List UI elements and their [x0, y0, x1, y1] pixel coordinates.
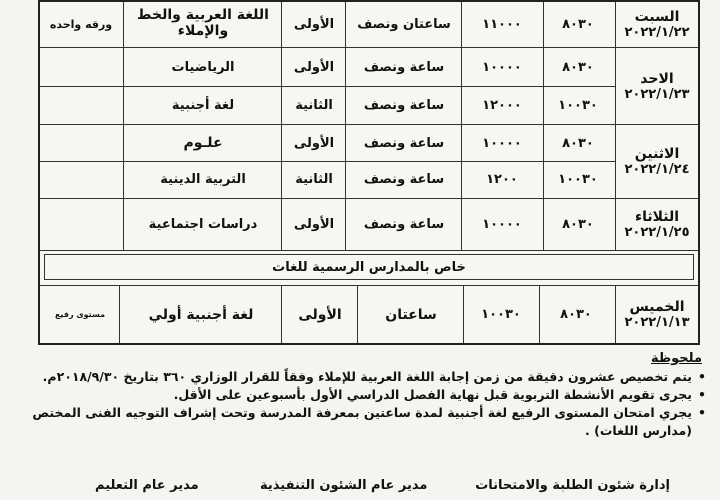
level: الأولى: [293, 217, 335, 232]
row-divider: [40, 250, 698, 251]
col-divider: [123, 2, 124, 250]
duration: ساعة ونصف: [363, 172, 445, 187]
day-cell: [616, 2, 698, 47]
level: الأولى: [293, 17, 335, 32]
schedule-row-saturday: [40, 2, 698, 47]
signature-education-director: مدير عام التعليم: [95, 478, 199, 493]
level: الثانية: [295, 97, 333, 113]
subject: اللغة العربية والخط والإملاء: [137, 7, 269, 39]
day-cell: [616, 199, 698, 250]
day-cell: [616, 125, 698, 198]
level: الأولى: [293, 135, 335, 151]
schedule-row-tuesday: [40, 199, 698, 250]
col-divider: [615, 286, 616, 343]
subject: الرياضيات: [171, 59, 235, 75]
day-date: ٢٠٢٢/١/١٣: [624, 315, 690, 330]
start-time: ١٠٠٣٠: [558, 172, 598, 187]
sub-row-divider: [40, 86, 616, 87]
section-header: خاص بالمدارس الرسمية للغات: [44, 254, 694, 280]
duration: ساعتان: [385, 306, 437, 323]
end-time: ١٠٠٣٠: [481, 307, 521, 322]
notes-title: ملحوظة: [650, 351, 702, 366]
start-time: ٨٠٣٠: [560, 307, 592, 322]
subject: لغة أجنبية أولي: [148, 306, 254, 323]
day-date: ٢٠٢٢/١/٢٣: [624, 86, 690, 102]
duration: ساعة ونصف: [363, 59, 445, 75]
sub-row-divider: [40, 161, 616, 162]
duration: ساعة ونصف: [363, 217, 445, 232]
note-item: • يجرى تقويم الأنشطة التربوية قبل نهاية الفصل الدراسي الأول بأسبوعين على الأقل.: [30, 386, 710, 404]
day-name: الثلاثاء: [634, 209, 680, 225]
start-time: ٨٠٣٠: [562, 217, 594, 232]
col-divider: [543, 2, 544, 250]
day-name: الاثنين: [634, 146, 680, 162]
subject: لغة أجنبية: [171, 97, 235, 113]
col-divider: [539, 286, 540, 343]
end-time: ١٠٠٠٠: [482, 135, 522, 151]
schedule-row-thursday: [40, 286, 698, 343]
day-cell: [616, 286, 698, 343]
end-time: ١١٠٠٠: [482, 17, 522, 32]
col-divider: [615, 2, 616, 250]
day-date: ٢٠٢٢/١/٢٥: [624, 225, 690, 240]
exam-note: مستوى رفيع: [54, 310, 106, 319]
signature-students-affairs: إدارة شئون الطلبة والامتحانات: [475, 478, 670, 493]
level: الثانية: [295, 172, 333, 187]
end-time: ١٠٠٠٠: [482, 217, 522, 232]
exam-note: ورقه واحده: [49, 18, 113, 31]
subject: التربية الدينية: [160, 172, 246, 187]
day-date: ٢٠٢٢/١/٢٢: [624, 25, 690, 40]
start-time: ٨٠٣٠: [562, 59, 594, 75]
end-time: ١٢٠٠: [486, 172, 518, 187]
end-time: ١٢٠٠٠: [482, 97, 522, 113]
notes-section: [30, 350, 710, 440]
day-name: الخميس: [629, 299, 685, 315]
note-item: • يجري امتحان المستوى الرفيع لغة أجنبية لمدة ساعتين بمعرفة المدرسة وتحت إشراف التوجيه الفنى المختص (مدارس اللغات) .: [30, 404, 710, 440]
level: الأولى: [298, 306, 342, 323]
col-divider: [119, 286, 120, 343]
duration: ساعتان ونصف: [357, 17, 451, 32]
day-cell: [616, 48, 698, 124]
day-date: ٢٠٢٢/١/٢٤: [624, 162, 690, 177]
note-item: • يتم تخصيص عشرون دقيقة من زمن إجابة اللغة العربية للإملاء وفقاً للقرار الوزاري ٣٦٠ بتاريخ ٢٠١٨/٩/٣٠م.: [30, 368, 710, 386]
subject: دراسات اجتماعية: [148, 217, 258, 232]
col-divider: [357, 286, 358, 343]
level: الأولى: [293, 59, 335, 75]
day-name: الاحد: [640, 70, 674, 87]
col-divider: [281, 286, 282, 343]
duration: ساعة ونصف: [363, 135, 445, 151]
day-name: السبت: [634, 9, 680, 25]
start-time: ٨٠٣٠: [562, 135, 594, 151]
signature-executive-affairs: مدير عام الشئون التنفيذية: [260, 478, 428, 493]
duration: ساعة ونصف: [363, 97, 445, 113]
exam-schedule-table: [38, 0, 700, 345]
col-divider: [463, 286, 464, 343]
col-divider: [281, 2, 282, 250]
start-time: ١٠٠٣٠: [558, 97, 598, 113]
end-time: ١٠٠٠٠: [482, 59, 522, 75]
col-divider: [461, 2, 462, 250]
col-divider: [345, 2, 346, 250]
start-time: ٨٠٣٠: [562, 17, 594, 32]
subject: علـوم: [183, 135, 223, 151]
